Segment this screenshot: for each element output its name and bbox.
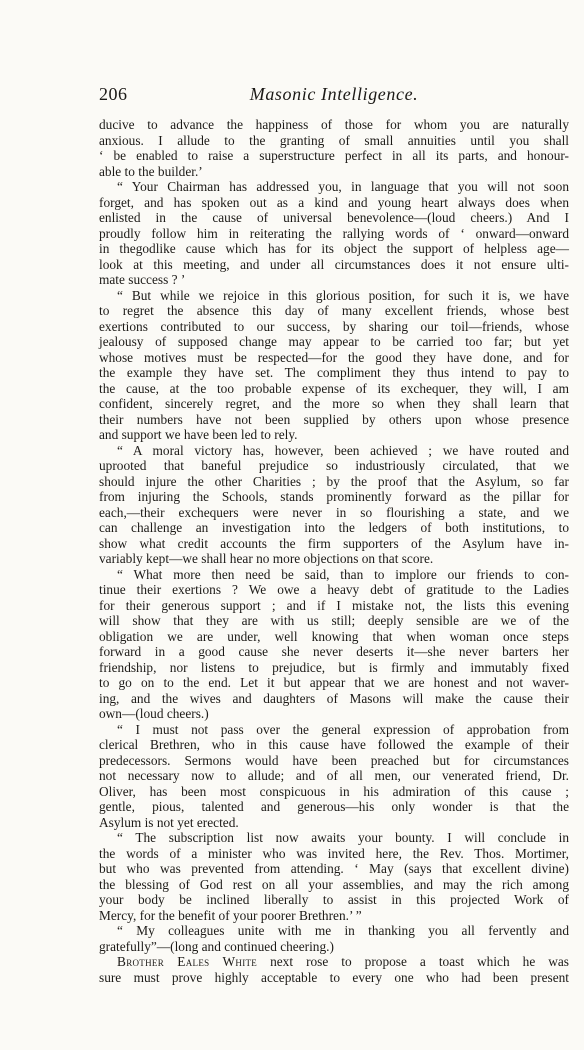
speaker-name: Brother Eales White <box>117 954 258 969</box>
line-text: and support we have been led to rely. <box>99 427 298 442</box>
line-text: forget, and has spoken out as a kind and young heart always does when <box>99 194 569 210</box>
line-text: sure must prove highly acceptable to every one who had been present <box>99 969 569 985</box>
text-line <box>99 427 569 443</box>
text-line <box>99 970 569 986</box>
text-line <box>99 660 569 676</box>
text-line <box>99 815 569 831</box>
page-header <box>99 84 569 110</box>
line-text: “ I must not pass over the general expression of approbation from <box>117 721 569 737</box>
text-line <box>99 644 569 660</box>
text-line <box>99 861 569 877</box>
text-line <box>99 381 569 397</box>
text-line <box>99 396 569 412</box>
line-text: friendship, nor listens to prejudice, but is firmly and immutably fixed <box>99 659 569 675</box>
line-text: can challenge an investigation into the ledgers of both institutions, to <box>99 520 569 535</box>
line-text: proudly follow him in reiterating the rallying words of ‘ onward—onward <box>99 225 569 241</box>
text-line <box>99 691 569 707</box>
text-line <box>99 505 569 521</box>
line-text: to go on to the end. Let it but appear that we are honest and not waver- <box>99 675 569 690</box>
text-line <box>99 350 569 366</box>
text-line <box>99 598 569 614</box>
text-line <box>99 164 569 180</box>
line-text: next rose to propose a toast which he was <box>257 954 569 969</box>
line-text: your body be inclined liberally to assist in this projected Work of <box>99 892 569 907</box>
line-text: clerical Brethren, who in this cause have followed the example of their <box>99 737 569 752</box>
line-text: ducive to advance the happiness of those for whom you are naturally <box>99 117 569 132</box>
text-line <box>99 892 569 908</box>
text-line <box>99 799 569 815</box>
text-line <box>99 334 569 350</box>
text-line <box>99 133 569 149</box>
text-line <box>99 954 569 970</box>
line-text: “ Your Chairman has addressed you, in language that you will not soon <box>117 179 569 194</box>
text-line <box>99 443 569 459</box>
page-number: 206 <box>99 84 128 104</box>
line-text: “ The subscription list now awaits your bounty. I will conclude in <box>117 830 569 845</box>
text-line <box>99 675 569 691</box>
text-line <box>99 365 569 381</box>
text-line <box>99 412 569 428</box>
line-text: gentle, pious, talented and generous—his only wonder is that the <box>99 799 569 814</box>
text-line <box>99 272 569 288</box>
text-line <box>99 303 569 319</box>
line-text: should injure the other Charities ; by the proof that the Asylum, so far <box>99 473 569 489</box>
text-line <box>99 706 569 722</box>
line-text: “ But while we rejoice in this glorious position, for such it is, we have <box>117 287 569 303</box>
line-text: for their generous support ; and if I mistake not, the lists this evening <box>99 597 569 613</box>
text-line <box>99 319 569 335</box>
line-text: anxious. I allude to the granting of small annuities until you shall <box>99 132 569 148</box>
text-line <box>99 737 569 753</box>
text-line <box>99 179 569 195</box>
line-text: to regret the absence this day of many excellent friends, whose best <box>99 303 569 318</box>
text-line <box>99 923 569 939</box>
line-text: confident, sincerely regret, and the more so when they shall learn that <box>99 396 569 411</box>
line-text: ‘ be enabled to raise a superstructure perfect in all its parts, and honour- <box>99 148 569 163</box>
line-text: variably kept—we shall hear no more objections on that score. <box>99 551 434 566</box>
text-line <box>99 768 569 784</box>
text-line <box>99 474 569 490</box>
line-text: but who was prevented from attending. ‘ May (says that excellent divine) <box>99 861 569 876</box>
line-text: Oliver, has been most conspicuous in his admiration of this cause ; <box>99 783 569 799</box>
text-line <box>99 753 569 769</box>
running-title: Masonic Intelligence. <box>249 84 419 104</box>
line-text: able to the builder.’ <box>99 163 203 179</box>
text-line <box>99 210 569 226</box>
text-line <box>99 148 569 164</box>
line-text: mate success ? ’ <box>99 272 186 287</box>
line-text: exertions contributed to our success, by sharing our toil—friends, whose <box>99 318 569 334</box>
line-text: their numbers have not been supplied by others upon whose presence <box>99 411 569 427</box>
line-text: each,—their exchequers were never in so flourishing a state, and we <box>99 504 569 520</box>
line-text: Asylum is not yet erected. <box>99 814 239 830</box>
text-line <box>99 613 569 629</box>
line-text: from injuring the Schools, stands prominently forward as the pillar for <box>99 489 569 504</box>
text-line <box>99 288 569 304</box>
line-text: “ My colleagues unite with me in thanking you all fervently and <box>117 923 569 938</box>
text-line <box>99 195 569 211</box>
line-text: predecessors. Sermons would have been preached but for circumstances <box>99 752 569 768</box>
line-text: will show that they are with us still; deeply sensible are we of the <box>99 613 569 628</box>
line-text: not necessary now to allude; and of all men, our venerated friend, Dr. <box>99 768 569 783</box>
line-text: Mercy, for the benefit of your poorer Brethren.’ ” <box>99 907 362 923</box>
line-text: obligation we are under, well knowing that when woman once steps <box>99 628 569 644</box>
text-line <box>99 241 569 257</box>
line-text: uprooted that baneful prejudice so industriously circulated, that we <box>99 458 569 473</box>
line-text: whose motives must be respected—for the good they have done, and for <box>99 349 569 365</box>
text-line <box>99 551 569 567</box>
text-line <box>99 520 569 536</box>
line-text: tinue their exertions ? We owe a heavy debt of gratitude to the Ladies <box>99 582 569 597</box>
text-line <box>99 226 569 242</box>
text-line <box>99 784 569 800</box>
line-text: “ What more then need be said, than to implore our friends to con- <box>117 566 569 582</box>
text-line <box>99 830 569 846</box>
line-text: gratefully”—(long and continued cheering.) <box>99 938 334 954</box>
text-line <box>99 846 569 862</box>
line-text: forward in a good cause she never deserts it—she never barters her <box>99 644 569 659</box>
text-line <box>99 489 569 505</box>
line-text: in thegodlike cause which has for its object the support of helpless age— <box>99 241 569 256</box>
line-text: show what credit accounts the firm supporters of the Asylum have in- <box>99 535 569 551</box>
text-line <box>99 722 569 738</box>
text-line <box>99 939 569 955</box>
line-text: look at this meeting, and under all circumstances does it not ensure ulti- <box>99 256 569 272</box>
line-text: enlisted in the cause of universal benevolence—(loud cheers.) And I <box>99 210 569 225</box>
text-line <box>99 582 569 598</box>
text-line <box>99 629 569 645</box>
line-text: the cause, at the too probable expense of its exchequer, they will, I am <box>99 380 569 396</box>
text-line <box>99 908 569 924</box>
line-text: the blessing of God rest on all your assemblies, and may the rich among <box>99 876 569 892</box>
line-text: the words of a minister who was invited here, the Rev. Thos. Mortimer, <box>99 845 569 861</box>
line-text: own—(loud cheers.) <box>99 706 209 721</box>
text-line <box>99 257 569 273</box>
body-text <box>99 117 569 985</box>
text-line <box>99 536 569 552</box>
line-text: the example they have set. The compliment they thus intend to pay to <box>99 365 569 380</box>
text-line <box>99 877 569 893</box>
text-line <box>99 117 569 133</box>
text-line <box>99 567 569 583</box>
line-text: jealousy of supposed change may appear to be carried too far; but yet <box>99 334 569 349</box>
line-text: “ A moral victory has, however, been achieved ; we have routed and <box>117 442 569 458</box>
line-text: ing, and the wives and daughters of Masons will make the cause their <box>99 690 569 706</box>
text-line <box>99 458 569 474</box>
